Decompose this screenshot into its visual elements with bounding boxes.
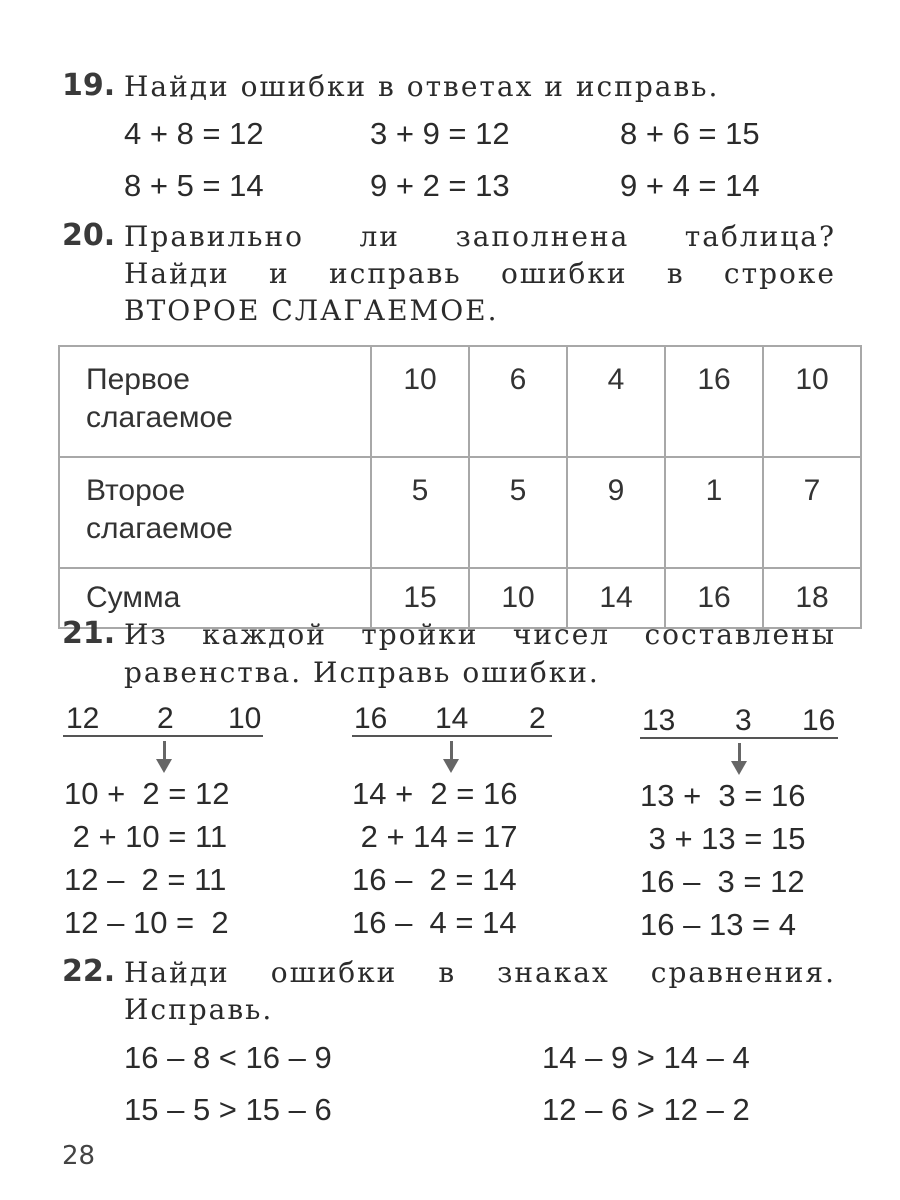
word: чисел	[512, 618, 611, 651]
triple-number: 16	[354, 702, 388, 735]
task-19-text: Найди ошибки в ответах и исправь.	[124, 70, 720, 103]
equation: 16 – 3 = 12	[640, 864, 805, 899]
down-arrow-icon	[156, 759, 172, 773]
equation: 3 + 9 = 12	[370, 116, 510, 151]
task-22-number: 22.	[62, 954, 116, 989]
page-number: 28	[62, 1141, 96, 1171]
table-cell: 10	[763, 346, 861, 457]
table-cell: 6	[469, 346, 567, 457]
word: ошибки	[500, 257, 628, 290]
down-arrow-icon	[738, 743, 741, 763]
down-arrow-icon	[163, 741, 166, 761]
word: ли	[359, 220, 400, 253]
word: в	[666, 257, 685, 290]
task-21-text-line2: равенства. Исправь ошибки.	[124, 656, 600, 689]
equation: 2 + 14 = 17	[352, 819, 518, 854]
task-21-text-line1	[124, 618, 836, 651]
word: исправь	[328, 257, 462, 290]
triple-underline	[352, 735, 552, 737]
word: ошибки	[270, 956, 398, 989]
down-arrow-icon	[731, 761, 747, 775]
table-cell: 4	[567, 346, 665, 457]
table-cell: 10	[469, 568, 567, 628]
table-cell: 9	[567, 457, 665, 568]
triple-underline	[63, 735, 263, 737]
comparison: 14 – 9 > 14 – 4	[542, 1040, 750, 1075]
equation: 9 + 4 = 14	[620, 168, 760, 203]
addends-table	[58, 345, 862, 629]
task-20-text-line1	[124, 220, 836, 253]
triple-number: 16	[802, 704, 836, 737]
table-cell: 16	[665, 346, 763, 457]
word: знаках	[497, 956, 610, 989]
down-arrow-icon	[443, 759, 459, 773]
word: составлены	[644, 618, 836, 651]
equation: 9 + 2 = 13	[370, 168, 510, 203]
table-cell: 10	[371, 346, 469, 457]
task-20-text-line2	[124, 257, 836, 290]
word: заполнена	[455, 220, 630, 253]
task-20-number: 20.	[62, 218, 116, 253]
table-cell: 14	[567, 568, 665, 628]
triple-underline	[640, 737, 838, 739]
table-row	[59, 346, 861, 457]
word: Найди	[124, 956, 230, 989]
triple-number: 3	[735, 704, 752, 737]
equation: 13 + 3 = 16	[640, 778, 806, 813]
equation: 16 – 2 = 14	[352, 862, 517, 897]
task-22-text-line1	[124, 956, 836, 989]
task-22-text-line2: Исправь.	[124, 993, 274, 1026]
triple-number: 12	[66, 702, 100, 735]
equation: 8 + 5 = 14	[124, 168, 264, 203]
word: тройки	[361, 618, 479, 651]
task-21-number: 21.	[62, 616, 116, 651]
comparison: 16 – 8 < 16 – 9	[124, 1040, 332, 1075]
table-cell: 16	[665, 568, 763, 628]
table-cell: 5	[469, 457, 567, 568]
word: Из	[124, 618, 168, 651]
table-cell: 5	[371, 457, 469, 568]
word: строке	[723, 257, 836, 290]
table-row	[59, 457, 861, 568]
word: Найди	[124, 257, 230, 290]
table-cell: 1	[665, 457, 763, 568]
table-cell: 15	[371, 568, 469, 628]
triple-number: 2	[529, 702, 546, 735]
task-20-text-line3: ВТОРОЕ СЛАГАЕМОЕ.	[124, 294, 499, 327]
word: каждой	[202, 618, 327, 651]
equation: 8 + 6 = 15	[620, 116, 760, 151]
comparison: 12 – 6 > 12 – 2	[542, 1092, 750, 1127]
comparison: 15 – 5 > 15 – 6	[124, 1092, 332, 1127]
word: таблица?	[684, 220, 836, 253]
equation: 12 – 10 = 2	[64, 905, 229, 940]
triple-number: 13	[642, 704, 676, 737]
word: и	[269, 257, 290, 290]
equation: 3 + 13 = 15	[640, 821, 806, 856]
equation: 12 – 2 = 11	[64, 862, 227, 897]
down-arrow-icon	[450, 741, 453, 761]
equation: 4 + 8 = 12	[124, 116, 264, 151]
table-cell: 7	[763, 457, 861, 568]
equation: 2 + 10 = 11	[64, 819, 228, 854]
row-label: Сумма	[59, 568, 371, 628]
row-label: Первое слагаемое	[59, 346, 371, 457]
word: в	[438, 956, 457, 989]
row-label: Второе слагаемое	[59, 457, 371, 568]
word: Правильно	[124, 220, 305, 253]
table-cell: 18	[763, 568, 861, 628]
triple-number: 10	[228, 702, 262, 735]
triple-number: 2	[157, 702, 174, 735]
equation: 14 + 2 = 16	[352, 776, 518, 811]
triple-number: 14	[435, 702, 469, 735]
equation: 10 + 2 = 12	[64, 776, 230, 811]
equation: 16 – 13 = 4	[640, 907, 796, 942]
task-19-number: 19.	[62, 68, 116, 103]
word: сравнения.	[650, 956, 836, 989]
equation: 16 – 4 = 14	[352, 905, 517, 940]
